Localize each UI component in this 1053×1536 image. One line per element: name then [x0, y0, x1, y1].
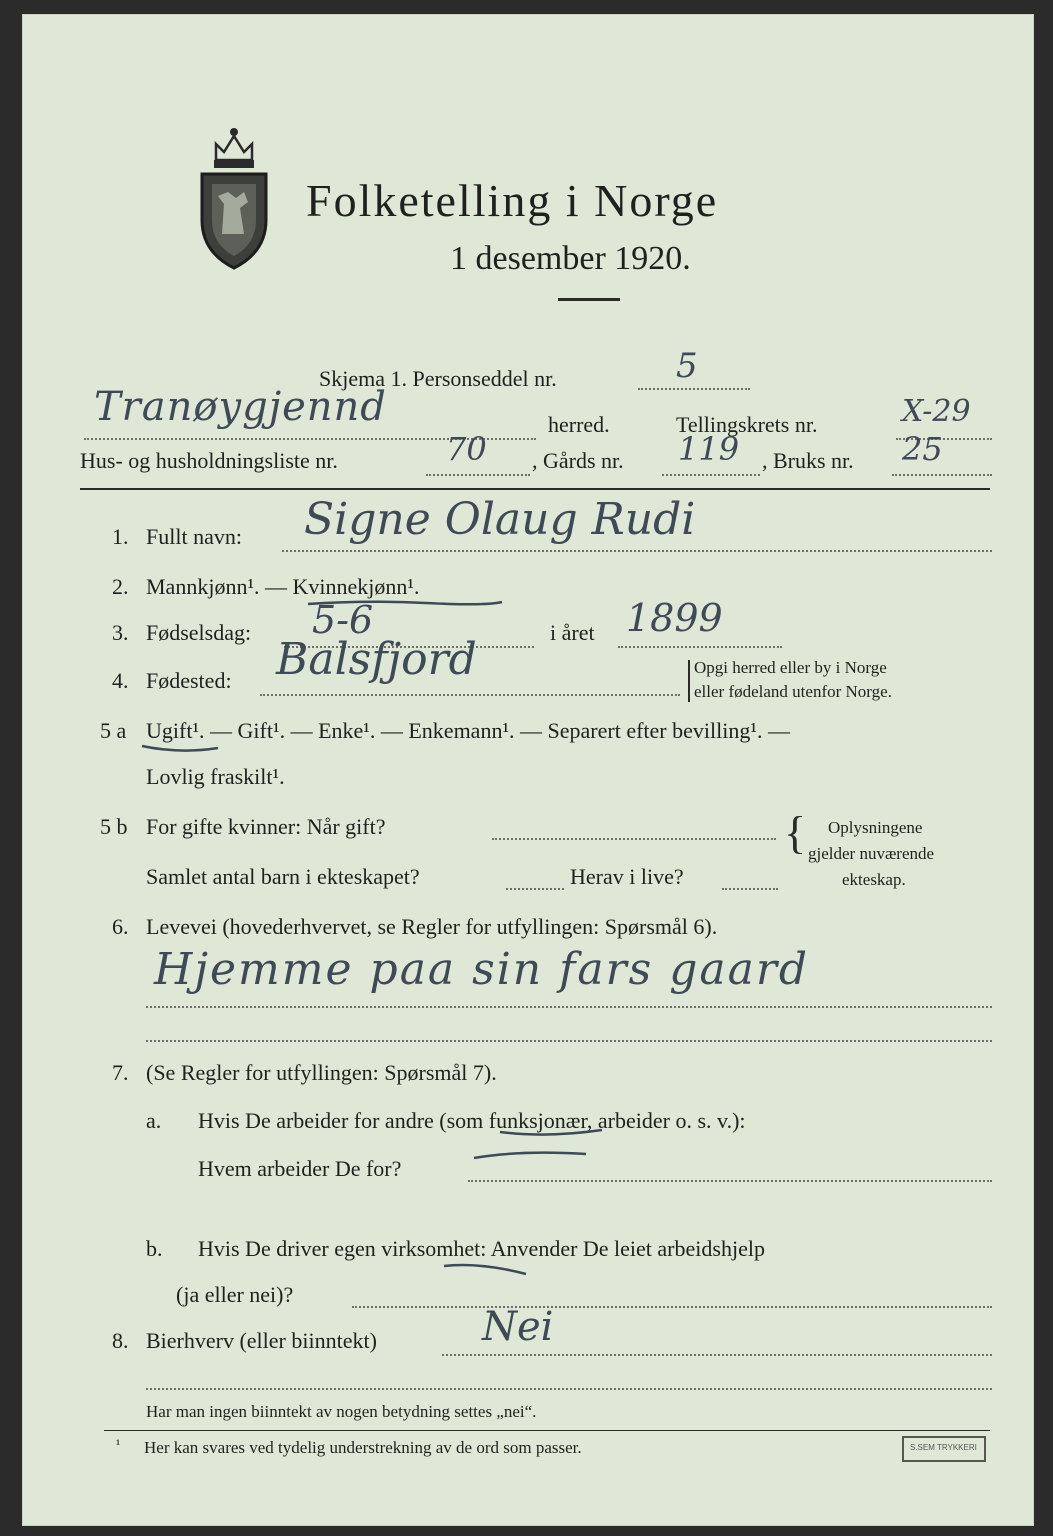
q2-number: 2.	[112, 574, 129, 599]
children-count-label: Samlet antal barn i ekteskapet?	[146, 864, 420, 889]
q1-number: 1.	[112, 524, 129, 549]
marital-status-divorced: Lovlig fraskilt¹.	[146, 764, 285, 789]
occupation-line-1	[146, 1006, 992, 1008]
birthplace-note-line-1: Opgi herred eller by i Norge	[694, 658, 887, 677]
birthday-value[interactable]: 5-6	[312, 598, 374, 642]
hired-help-line	[352, 1306, 992, 1308]
q7b-line-1: Hvis De driver egen virksomhet: Anvender De leiet arbeidshjelp	[198, 1236, 765, 1261]
q4-label: Fødested:	[146, 668, 232, 693]
birthplace-value[interactable]: Balsfjord	[276, 634, 477, 685]
side-income-line	[442, 1354, 992, 1356]
side-income-note: Har man ingen biinntekt av nogen betydning settes „nei“.	[146, 1402, 537, 1421]
birthplace-line	[260, 694, 680, 696]
occupation-line-2	[146, 1040, 992, 1042]
hus-line	[426, 474, 530, 476]
year-label: i året	[550, 620, 595, 645]
coat-of-arms-emblem	[194, 122, 274, 272]
herred-label: herred.	[548, 412, 610, 437]
hired-help-dash-mark	[440, 1260, 530, 1280]
q4-number: 4.	[112, 668, 129, 693]
q7a-label: a.	[146, 1108, 162, 1133]
full-name-line	[282, 550, 992, 552]
census-date: 1 desember 1920.	[450, 240, 691, 277]
q7a-dash-mark	[496, 1122, 606, 1140]
employer-line	[468, 1180, 992, 1182]
side-income-value[interactable]: Nei	[482, 1304, 554, 1350]
children-count-line	[506, 888, 564, 890]
personseddel-value[interactable]: 5	[676, 346, 698, 386]
printer-stamp	[902, 1436, 986, 1462]
gards-line	[662, 474, 760, 476]
q3-label: Fødselsdag:	[146, 620, 252, 645]
year-value[interactable]: 1899	[626, 596, 723, 640]
q6-number: 6.	[112, 914, 129, 939]
q5b-number: 5 b	[100, 814, 128, 839]
married-when-line	[492, 838, 776, 840]
q3-number: 3.	[112, 620, 129, 645]
bruks-value[interactable]: 25	[902, 430, 943, 468]
footnote-mark: ¹	[116, 1438, 121, 1453]
herred-value[interactable]: Tranøygjennd	[94, 384, 387, 430]
q7a-line-2: Hvem arbeider De for?	[198, 1156, 402, 1181]
q7-label: (Se Regler for utfyllingen: Spørsmål 7).	[146, 1060, 497, 1085]
tellingskrets-value[interactable]: X-29	[902, 394, 971, 429]
q1-label: Fullt navn:	[146, 524, 242, 549]
tellingskrets-label: Tellingskrets nr.	[676, 412, 818, 437]
birthplace-note-bracket	[688, 660, 690, 702]
form-title: Folketelling i Norge	[306, 175, 719, 226]
gender-options: Mannkjønn¹. — Kvinnekjønn¹.	[146, 574, 420, 599]
marriage-note-line-2: gjelder nuværende	[808, 844, 935, 863]
q7b-line-2: (ja eller nei)?	[176, 1282, 294, 1307]
marital-status-options: Ugift¹. — Gift¹. — Enke¹. — Enkemann¹. — Separert efter bevilling¹. —	[146, 718, 790, 743]
q7-number: 7.	[112, 1060, 129, 1085]
q5a-number: 5 a	[100, 718, 127, 743]
gards-label: , Gårds nr.	[532, 448, 624, 473]
footnote-text: Her kan svares ved tydelig understrekning av de ord som passer.	[144, 1438, 582, 1457]
occupation-label: Levevei (hovederhvervet, se Regler for utfyllingen: Spørsmål 6).	[146, 914, 718, 939]
marital-underline-mark	[140, 742, 220, 756]
year-line	[618, 646, 782, 648]
personseddel-line	[638, 388, 750, 390]
gards-value[interactable]: 119	[678, 430, 740, 468]
printer-stamp-text: S.SEM TRYKKERI	[910, 1443, 977, 1452]
side-income-label: Bierhverv (eller biinntekt)	[146, 1328, 377, 1353]
hus-label: Hus- og husholdningsliste nr.	[80, 448, 338, 473]
side-income-line-2	[146, 1388, 992, 1390]
children-alive-line	[722, 888, 778, 890]
title-divider	[558, 298, 620, 301]
q7a-line-1: Hvis De arbeider for andre (som funksjonær, arbeider o. s. v.):	[198, 1108, 746, 1133]
marriage-note-brace: {	[784, 807, 807, 858]
census-form	[22, 14, 1034, 1526]
full-name-value[interactable]: Signe Olaug Rudi	[304, 494, 696, 545]
q7b-label: b.	[146, 1236, 163, 1261]
employer-dash-mark	[470, 1144, 590, 1164]
marriage-note-line-1: Oplysningene	[828, 818, 923, 837]
header-divider	[80, 488, 990, 490]
bruks-line	[892, 474, 992, 476]
footer-divider	[104, 1430, 990, 1431]
skjema-label: Skjema 1. Personseddel nr.	[319, 366, 557, 391]
marriage-note-line-3: ekteskap.	[842, 870, 906, 889]
children-alive-label: Herav i live?	[570, 864, 684, 889]
married-when-label: For gifte kvinner: Når gift?	[146, 814, 386, 839]
hus-value[interactable]: 70	[446, 430, 487, 468]
occupation-value[interactable]: Hjemme paa sin fars gaard	[154, 944, 810, 995]
q8-number: 8.	[112, 1328, 129, 1353]
bruks-label: , Bruks nr.	[762, 448, 854, 473]
birthplace-note-line-2: eller fødeland utenfor Norge.	[694, 682, 892, 701]
